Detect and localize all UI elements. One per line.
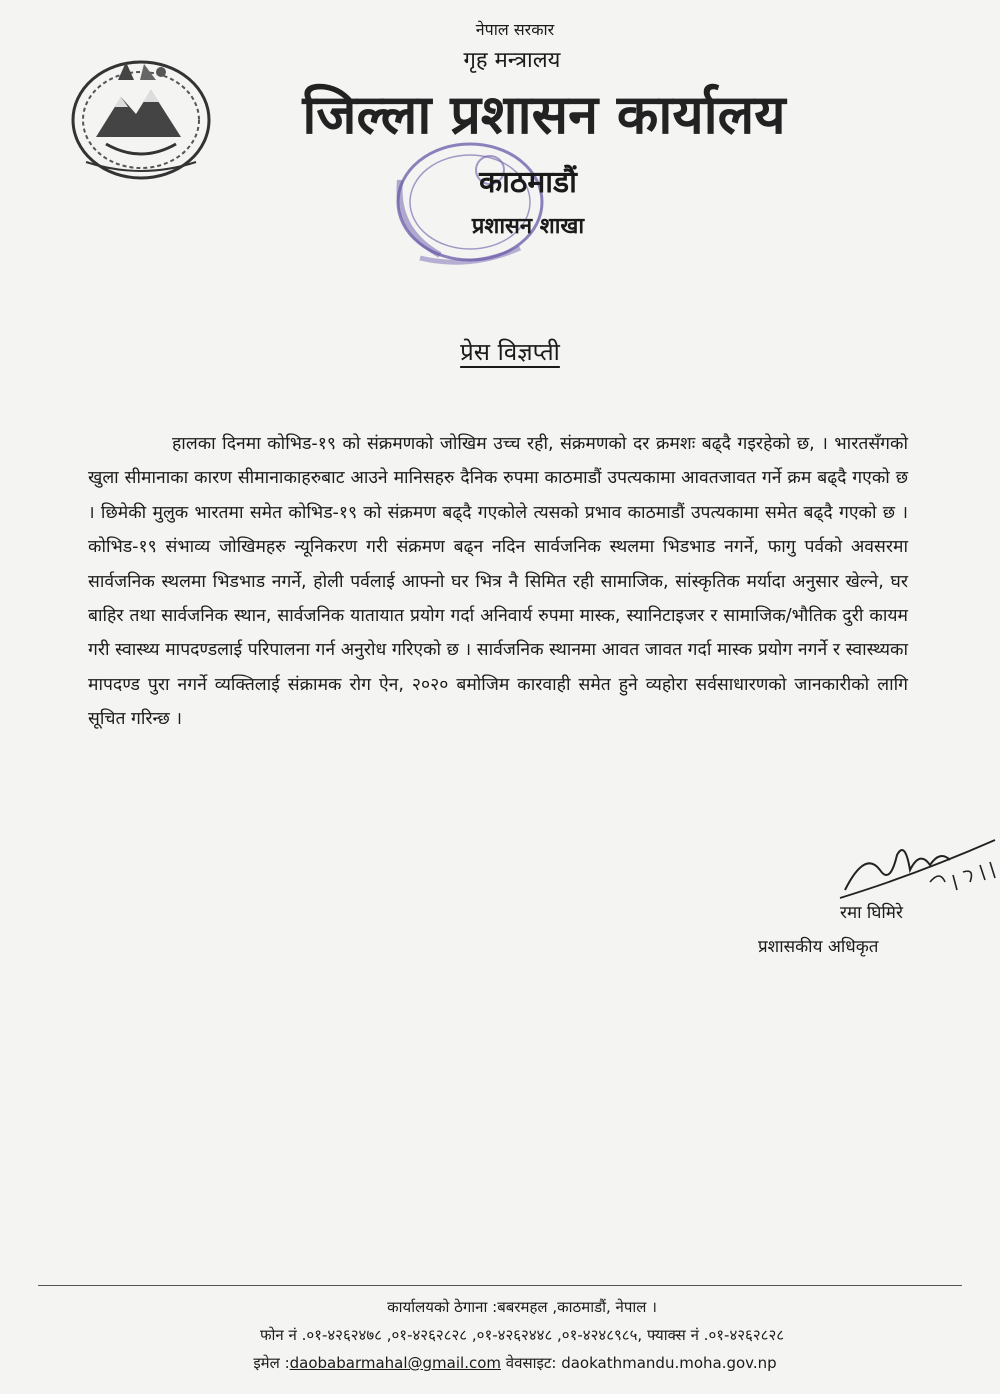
signatory-name: रमा घिमिरे <box>840 903 903 923</box>
branch-name: प्रशासन शाखा <box>471 214 585 239</box>
title-text: प्रेस विज्ञप्ती <box>460 338 560 366</box>
website-label: वेवसाइट: <box>501 1354 557 1372</box>
website-link[interactable]: daokathmandu.moha.gov.np <box>556 1354 777 1372</box>
footer-divider <box>38 1285 962 1286</box>
footer-phone: फोन नं .०१-४२६२४७८ ,०१-४२६२८२८ ,०१-४२६२४४८ ,०१-४२४८९८५, फ्याक्स नं .०१-४२६२८२८ <box>259 1326 785 1344</box>
page-title <box>0 335 1000 368</box>
signature-icon <box>835 820 1000 910</box>
signatory-designation: प्रशासकीय अधिकृत <box>758 937 879 957</box>
ministry-name: गृह मन्त्रालय <box>463 48 561 73</box>
body-paragraph: हालका दिनमा कोभिड-१९ को संक्रमणको जोखिम उच्च रही, संक्रमणको दर क्रमशः बढ्दै गइरहेको छ, । भारतसँगको खुला सीमानाका कारण सीमानाकाहरुबाट आउने मानिसहरु दैनिक रुपमा काठमाडौं उपत्यकामा आवतजावत गर्ने क्रम बढ्दै गएको छ । छिमेकी मुलुक भारतमा समेत कोभिड-१९ को संक्रमण बढ्दै गएकोले त्यसको प्रभाव काठमाडौं उपत्यकामा समेत बढ्दै गएको छ । कोभिड-१९ संभाव्य जोखिमहरु न्यूनिकरण गरी संक्रमण बढ्न नदिन सार्वजनिक स्थलमा भिडभाड नगर्ने, फागु पर्वको अवसरमा सार्वजनिक स्थलमा भिडभाड नगर्ने, होली पर्वलाई आफ्नो घर भित्र नै सिमित रही सामाजिक, सांस्कृतिक मर्यादा अनुसार खेल्ने, घर बाहिर तथा सार्वजनिक स्थान, सार्वजनिक यातायात प्रयोग गर्दा अनिवार्य रुपमा मास्क, स्यानिटाइजर र सामाजिक/भौतिक दुरी कायम गरी स्वास्थ्य मापदण्डलाई परिपालना गर्न अनुरोध गरिएको छ । सार्वजनिक स्थानमा आवत जावत गर्दा मास्क प्रयोग नगर्ने र स्वास्थ्यका मापदण्ड पुरा नगर्ने व्यक्तिलाई संक्रामक रोग ऐन, २०२० बमोजिम कारवाही समेत हुने व्यहोरा सर्वसाधारणको जानकारीको लागि सूचित गरिन्छ । <box>88 434 908 730</box>
email-label: इमेल : <box>253 1354 290 1372</box>
government-name: नेपाल सरकार <box>475 20 555 39</box>
email-link[interactable]: daobabarmahal@gmail.com <box>289 1354 501 1372</box>
district-name: काठमाडौं <box>479 165 577 200</box>
footer-address: कार्यालयको ठेगाना :बबरमहल ,काठमाडौं, नेपाल । <box>387 1298 657 1316</box>
footer-contact <box>15 1353 1000 1373</box>
office-name: जिल्ला प्रशासन कार्यालय <box>302 83 786 146</box>
